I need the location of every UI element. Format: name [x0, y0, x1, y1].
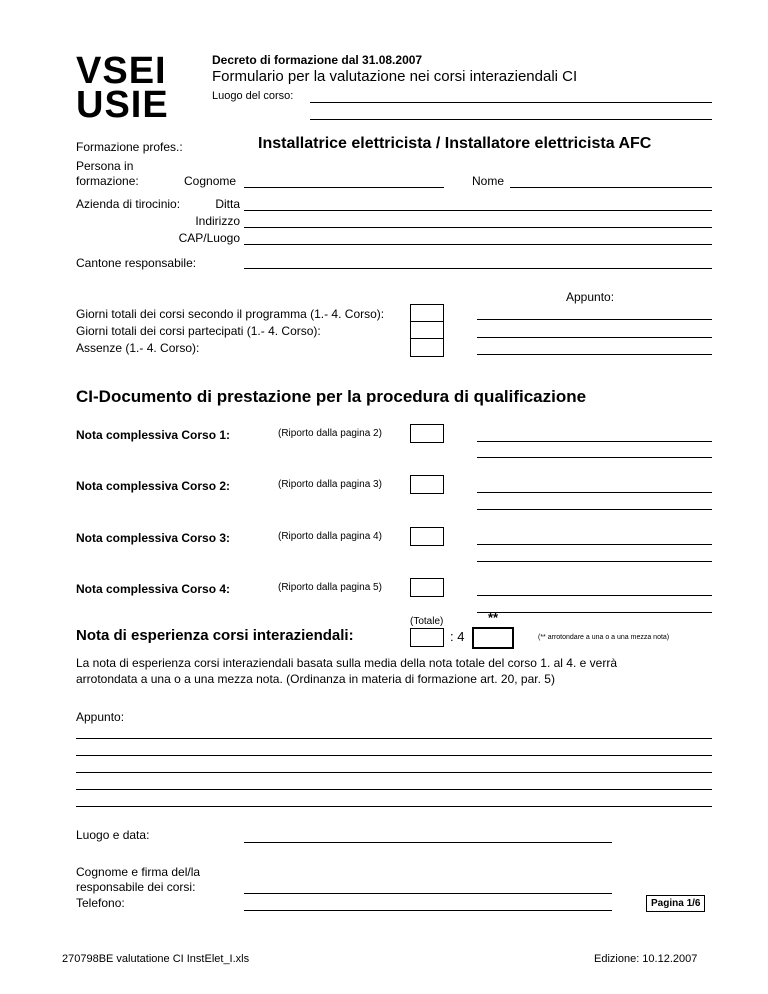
firm-label: Ditta [215, 197, 240, 211]
course-2-note-line-1[interactable] [477, 492, 712, 493]
decree-text: Decreto di formazione dal 31.08.2007 [212, 53, 423, 67]
person-label-line-2: formazione: [76, 174, 139, 188]
total-grade-box[interactable] [410, 628, 444, 647]
notes-line-4[interactable] [76, 789, 712, 790]
course-2-grade-box[interactable] [410, 475, 444, 494]
days-note-line-2[interactable] [477, 337, 712, 338]
zip-field[interactable] [244, 244, 712, 245]
zip-label: CAP/Luogo [178, 231, 240, 245]
notes-line-3[interactable] [76, 772, 712, 773]
profession-label: Formazione profes.: [76, 140, 183, 154]
days-note-label: Appunto: [566, 290, 615, 304]
responsible-label-line-1: Cognome e firma del/la [76, 865, 201, 879]
notes-line-2[interactable] [76, 755, 712, 756]
total-label: (Totale) [410, 616, 444, 627]
firm-field[interactable] [244, 210, 712, 211]
divisor-text: : 4 [450, 629, 465, 644]
notes-label: Appunto: [76, 710, 125, 724]
days-absences-box[interactable] [410, 338, 444, 357]
experience-desc-line-2: arrotondata a una o a una mezza nota. (Ordinanza in materia di formazione art. 20, par. 5) [76, 672, 555, 686]
company-label: Azienda di tirocinio: [76, 197, 181, 211]
course-3-note-line-1[interactable] [477, 544, 712, 545]
course-1-note-line-1[interactable] [477, 441, 712, 442]
phone-field[interactable] [244, 910, 612, 911]
name-field[interactable] [510, 187, 712, 188]
course-4-ref: (Riporto dalla pagina 5) [278, 582, 382, 593]
notes-line-1[interactable] [76, 738, 712, 739]
course-4-grade-box[interactable] [410, 578, 444, 597]
days-row-program: Giorni totali dei corsi secondo il programma (1.- 4. Corso): [76, 307, 385, 321]
course-2-note-line-2[interactable] [477, 509, 712, 510]
canton-label: Cantone responsabile: [76, 256, 197, 270]
vsei-logo [76, 50, 169, 126]
logo-line-2: USIE [76, 84, 169, 126]
experience-desc-line-1: La nota di esperienza corsi interaziendali basata sulla media della nota totale del corso 1. al 4. e verrà [76, 656, 617, 670]
days-note-line-3[interactable] [477, 354, 712, 355]
course-place-label: Luogo del corso: [212, 90, 294, 102]
course-2-ref: (Riporto dalla pagina 3) [278, 479, 382, 490]
course-place-field[interactable] [310, 102, 712, 103]
course-4-label: Nota complessiva Corso 4: [76, 582, 231, 596]
canton-field[interactable] [244, 268, 712, 269]
address-field[interactable] [244, 227, 712, 228]
days-row-absences: Assenze (1.- 4. Corso): [76, 341, 200, 355]
surname-field[interactable] [244, 187, 444, 188]
stars-mark: ** [488, 610, 499, 625]
phone-label: Telefono: [76, 896, 125, 910]
person-label-line-1: Persona in [76, 159, 134, 173]
days-row-attended: Giorni totali dei corsi partecipati (1.- 4. Corso): [76, 324, 321, 338]
footer-edition: Edizione: 10.12.2007 [594, 953, 698, 965]
name-label: Nome [472, 174, 505, 188]
course-3-label: Nota complessiva Corso 3: [76, 531, 231, 545]
rounding-footnote: (** arrotondare a una o a una mezza nota) [538, 634, 670, 641]
place-date-label: Luogo e data: [76, 828, 150, 842]
experience-label: Nota di esperienza corsi interaziendali: [76, 627, 354, 644]
section-title: CI-Documento di prestazione per la procedura di qualificazione [76, 387, 587, 406]
days-note-line-1[interactable] [477, 319, 712, 320]
profession-value: Installatrice elettricista / Installatore elettricista AFC [258, 135, 652, 152]
surname-label: Cognome [184, 174, 237, 188]
course-place-field-2[interactable] [310, 119, 712, 120]
course-4-note-line-1[interactable] [477, 595, 712, 596]
course-3-grade-box[interactable] [410, 527, 444, 546]
responsible-label-line-2: responsabile dei corsi: [76, 880, 196, 894]
notes-line-5[interactable] [76, 806, 712, 807]
course-3-ref: (Riporto dalla pagina 4) [278, 531, 382, 542]
course-4-note-line-2[interactable] [477, 612, 712, 613]
logo-line-1: VSEI [76, 50, 167, 92]
responsible-signature-field[interactable] [244, 893, 612, 894]
course-1-label: Nota complessiva Corso 1: [76, 428, 231, 442]
place-date-field[interactable] [244, 842, 612, 843]
course-2-label: Nota complessiva Corso 2: [76, 479, 231, 493]
form-title: Formulario per la valutazione nei corsi interaziendali CI [212, 68, 578, 85]
page-number-badge: Pagina 1/6 [646, 895, 705, 912]
course-3-note-line-2[interactable] [477, 561, 712, 562]
address-label: Indirizzo [195, 214, 240, 228]
footer-filename: 270798BE valutatione CI InstElet_I.xls [62, 953, 250, 965]
course-1-grade-box[interactable] [410, 424, 444, 443]
experience-grade-box[interactable] [472, 627, 514, 649]
course-1-ref: (Riporto dalla pagina 2) [278, 428, 382, 439]
course-1-note-line-2[interactable] [477, 457, 712, 458]
